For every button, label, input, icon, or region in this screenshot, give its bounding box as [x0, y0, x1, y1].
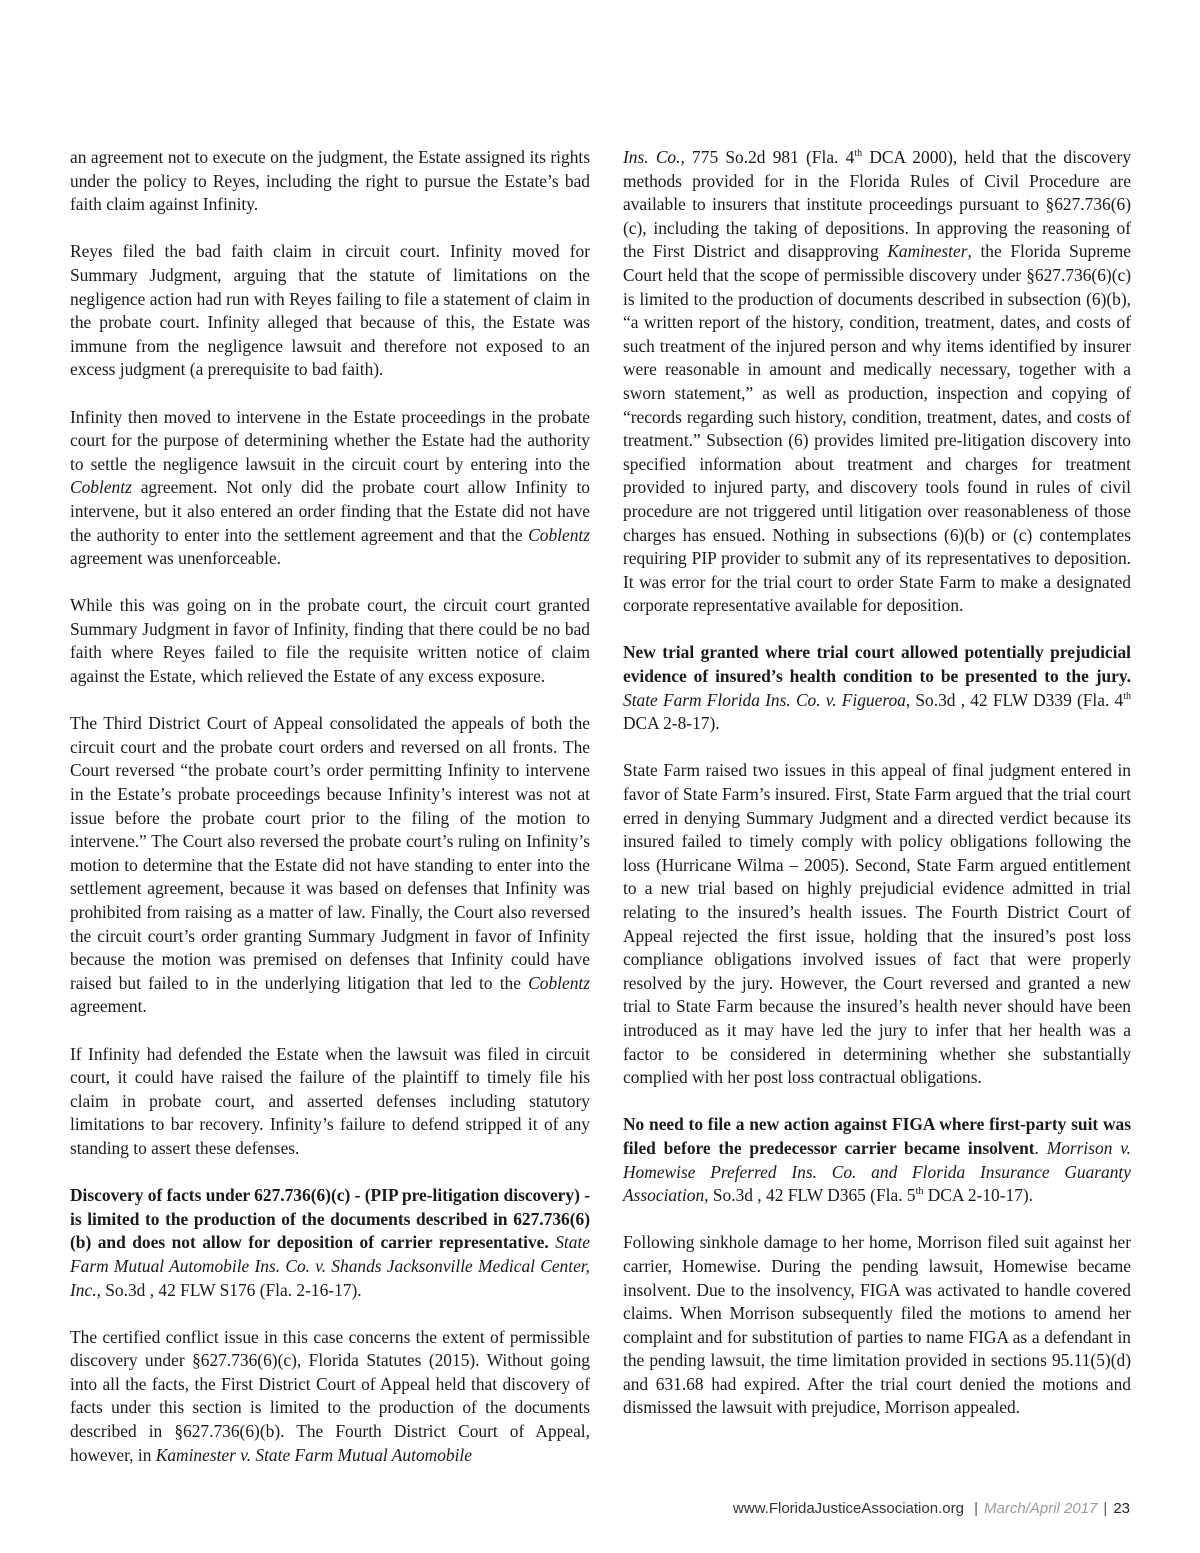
case-name: State Farm Mutual Automobile Ins. Co. v. Shands Jacksonville Medical Center, Inc. — [70, 1232, 590, 1300]
paragraph — [70, 712, 590, 1019]
case-name: Kaminester v. State Farm Mutual Automobile — [155, 1444, 472, 1465]
section-heading-figa — [623, 1113, 1131, 1207]
paragraph: Following sinkhole damage to her home, Morrison filed suit against her carrier, Homewise. During the pending lawsuit, Homewise became insolvent. Due to the insolvency, FIGA was activated to handle covered claims. When Morrison subsequently filed the motions to amend her complaint and for substitution of parties to name FIGA as a defendant in the pending lawsuit, the time limitation provided in sections 95.11(5)(d) and 631.68 had expired. After the trial court denied the motions and dismissed the lawsuit with prejudice, Morrison appealed. — [623, 1232, 1131, 1418]
page-number: 23 — [1113, 1500, 1130, 1517]
right-column — [623, 146, 1131, 1420]
text-run: . — [1034, 1137, 1039, 1158]
section-heading-discovery — [70, 1184, 590, 1302]
paragraph — [70, 406, 590, 571]
case-name: Kaminester — [887, 241, 968, 262]
paragraph — [70, 1326, 590, 1468]
paragraph: If Infinity had defended the Estate when the lawsuit was filed in circuit court, it could have raised the failure of the plaintiff to timely file his claim in probate court, and asserted defenses including statutory limitations to bar recovery. Infinity’s failure to defend stripped it of any standing to assert these defenses. — [70, 1043, 590, 1158]
citation: , So.3d , 42 FLW D365 (Fla. 5 — [704, 1185, 916, 1206]
case-name: Morrison v. Homewise Preferred Ins. Co. and Florida Insurance Guaranty Association — [623, 1137, 1131, 1206]
citation: DCA 2-10-17). — [923, 1185, 1034, 1206]
text-run: The Third District Court of Appeal consolidated the appeals of both the circuit court and the probate court orders and reversed on all fronts. The Court reversed “the probate court’s order permitting Infinity to intervene in the Estate’s probate proceedings because Infinity’s interest was not at issue before the probate court prior to the filing of the motion to intervene.” The Court also reversed the probate court’s ruling on Infinity’s motion to determine that the Estate did not have standing to enter into the settlement agreement, because it was based on defenses that Infinity was prohibited from raising as a matter of law. Finally, the Court also reversed the circuit court’s order granting Summary Judgment in favor of Infinity because the motion was premised on defenses that Infinity could have raised but failed to in the underlying litigation that led to the — [70, 713, 590, 993]
text-run: , 775 So.2d 981 (Fla. 4 — [680, 147, 855, 167]
heading-text: New trial granted where trial court allowed potentially prejudicial evidence of insured’s health condition to be presented to the jury. — [623, 642, 1131, 687]
citation: , So.3d , 42 FLW S176 (Fla. 2-16-17). — [96, 1279, 362, 1300]
superscript: th — [854, 148, 863, 160]
footer-separator: | — [974, 1500, 979, 1517]
case-name: Coblentz — [70, 477, 132, 498]
text-run: Infinity then moved to intervene in the Estate proceedings in the probate court for the purpose of determining whether the Estate had the authority to settle the negligence lawsuit in the circuit court by entering into the — [70, 406, 590, 474]
citation: , So.3d , 42 FLW D339 (Fla. 4 — [905, 689, 1124, 710]
paragraph — [623, 146, 1131, 618]
text-run: DCA 2000), held that the discovery methods provided for in the Florida Rules of Civil Procedure are available to insurers that institute proceedings pursuant to §627.736(6)(c), including the taking of depositions. In approving the reasoning of the First District and disapproving — [623, 147, 1132, 262]
footer-issue-date: March/April 2017 — [984, 1500, 1098, 1517]
text-run: The certified conflict issue in this case concerns the extent of permissible discovery under §627.736(6)(c), Florida Statutes (2015). Without going into all the facts, the First District Court of Appeal held that discovery of facts under this section is limited to the production of the documents described in §627.736(6)(b). The Fourth District Court of Appeal, however, in — [70, 1326, 590, 1465]
citation: DCA 2-8-17). — [623, 713, 720, 734]
case-name: Ins. Co. — [623, 147, 681, 167]
paragraph: State Farm raised two issues in this appeal of final judgment entered in favor of State Farm’s insured. First, State Farm argued that the trial court erred in denying Summary Judgment and a directed verdict because its insured failed to timely comply with policy obligations following the loss (Hurricane Wilma – 2005). Second, State Farm argued entitlement to a new trial based on highly prejudicial evidence admitted in trial relating to the insured’s health issues. The Fourth District Court of Appeal rejected the first issue, holding that the insured’s post loss compliance obligations involved issues of fact that were properly resolved by the jury. However, the Court reversed and granted a new trial to State Farm because the insured’s health never should have been introduced as it may have led the jury to infer that her health was a factor to be considered in determining whether she substantially complied with her post loss contractual obligations. — [623, 760, 1131, 1088]
left-column — [70, 146, 590, 1467]
paragraph: an agreement not to execute on the judgment, the Estate assigned its rights under the policy to Reyes, including the right to pursue the Estate’s bad faith claim against Infinity. — [70, 147, 590, 215]
paragraph: While this was going on in the probate court, the circuit court granted Summary Judgment in favor of Infinity, finding that there could be no bad faith where Reyes failed to file the requisite written notice of claim against the Estate, which relieved the Estate of any excess exposure. — [70, 595, 590, 687]
page-footer — [0, 1500, 1130, 1517]
section-heading-new-trial — [623, 641, 1131, 735]
footer-separator: | — [1103, 1500, 1108, 1517]
text-run: , the Florida Supreme Court held that the scope of permissible discovery under §627.736(6)(c) is limited to the production of documents described in subsection (6)(b), “a written report of the history, condition, treatment, dates, and costs of such treatment of the injured person and why items identified by insurer were reasonable in amount and medically necessary, together with a sworn statement,” as well as production, inspection and copying of “records regarding such history, condition, treatment, dates, and costs of treatment.” Subsection (6) provides limited pre-litigation discovery into specified information about treatment and charges for treatment provided to injured party, and discovery tools found in rules of civil procedure are not triggered until litigation over reasonableness of those charges has ensued. Nothing in subsections (6)(b) or (c) contemplates requiring PIP provider to submit any of its representatives to deposition. It was error for the trial court to order State Farm to make a designated corporate representative available for deposition. — [623, 241, 1131, 616]
heading-text: Discovery of facts under 627.736(6)(c) - (PIP pre-litigation discovery) - is limited to the production of the documents described in 627.736(6)(b) and does not allow for deposition of carrier representative. — [70, 1185, 591, 1253]
text-run: agreement. Not only did the probate court allow Infinity to intervene, but it also entered an order finding that the Estate did not have the authority to enter into the settlement agreement and that the — [70, 477, 590, 545]
superscript: th — [915, 1186, 924, 1198]
paragraph: Reyes filed the bad faith claim in circuit court. Infinity moved for Summary Judgment, arguing that the statute of limitations on the negligence action had run with Reyes failing to file a statement of claim in the probate court. Infinity alleged that because of this, the Estate was immune from the negligence lawsuit and therefore not exposed to an excess judgment (a prerequisite to bad faith). — [70, 241, 590, 380]
case-name: Coblentz — [528, 524, 590, 545]
text-run: agreement. — [70, 996, 147, 1017]
footer-website-link[interactable]: www.FloridaJusticeAssociation.org — [733, 1500, 964, 1517]
heading-text: No need to file a new action against FIGA where first-party suit was filed before the predecessor carrier became insolvent — [623, 1114, 1131, 1158]
superscript: th — [1123, 690, 1131, 702]
case-name: State Farm Florida Ins. Co. v. Figueroa — [623, 689, 906, 710]
text-run: agreement was unenforceable. — [70, 548, 281, 569]
case-name: Coblentz — [528, 972, 590, 993]
